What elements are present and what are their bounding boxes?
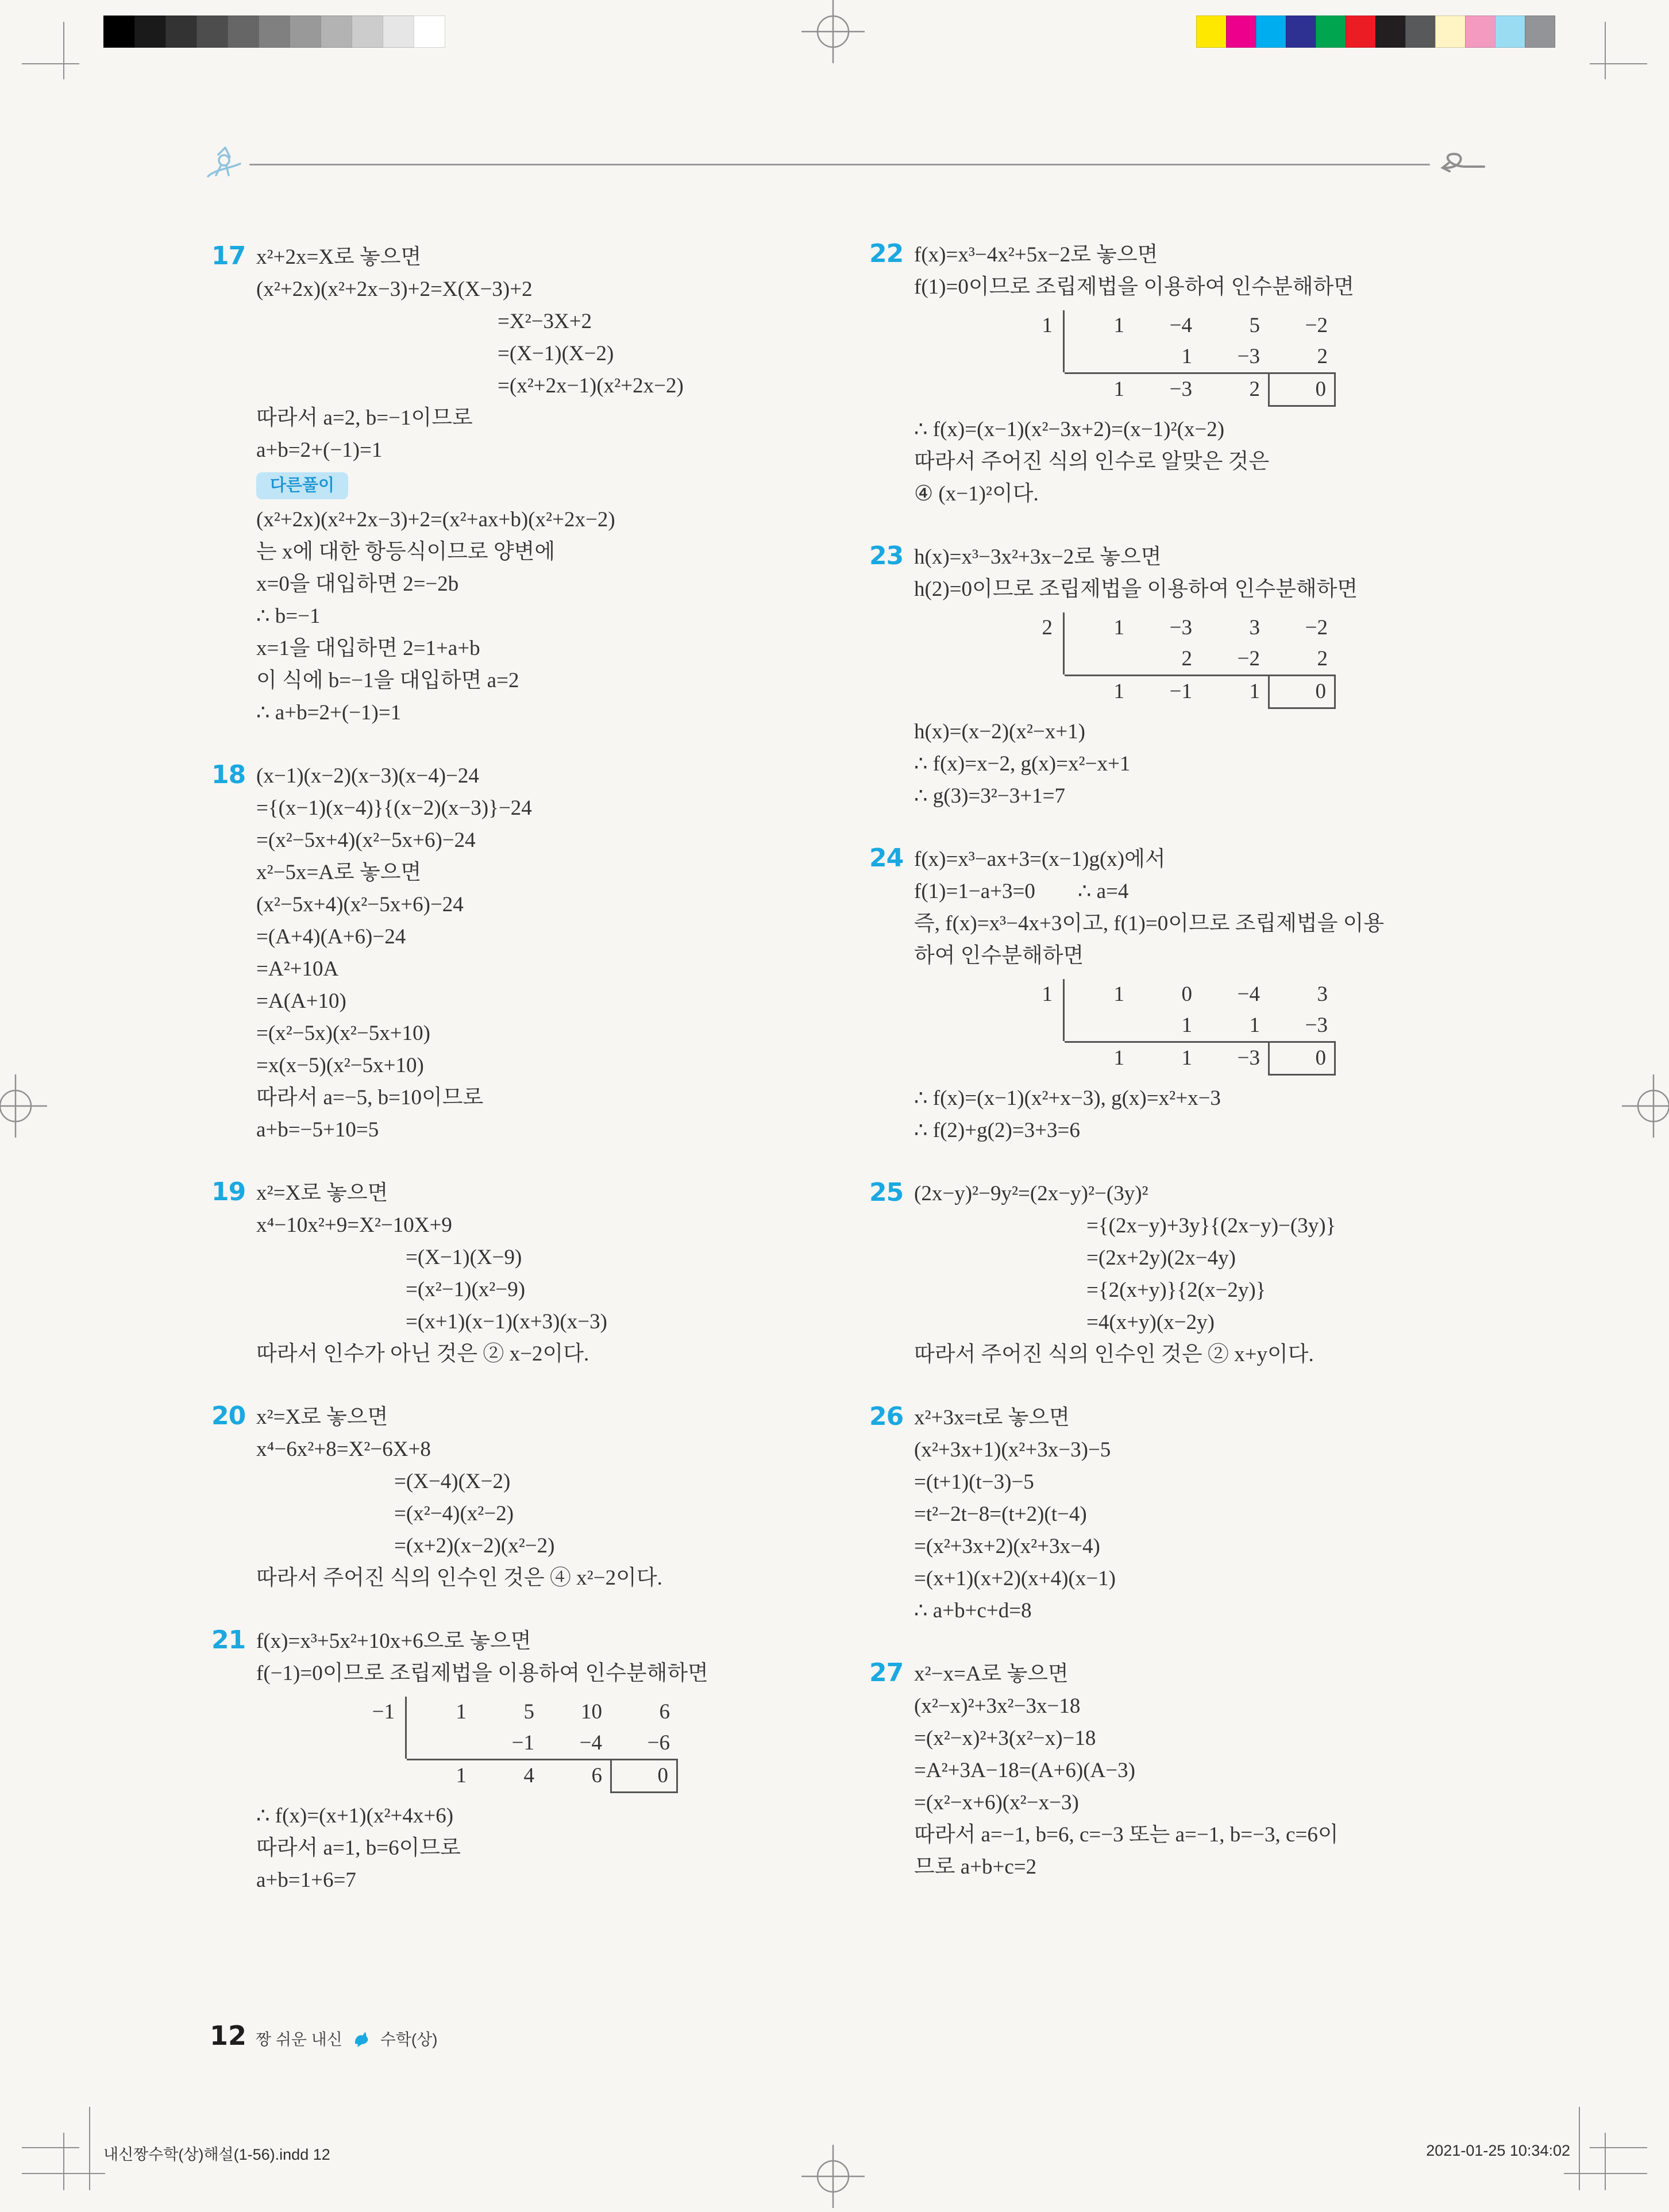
- solution-line: ∴ f(2)+g(2)=3+3=6: [914, 1119, 1080, 1142]
- header-line: [249, 164, 1430, 165]
- solution-line: x²+3x=t로 놓으면: [914, 1406, 1070, 1429]
- problem-22: [869, 239, 1645, 510]
- division-value-cell: 1: [1200, 675, 1268, 709]
- solution-line: f(−1)=0이므로 조립제법을 이용하여 인수분해하면: [256, 1662, 708, 1685]
- division-value-cell: 5: [1249, 314, 1260, 337]
- division-value-cell: 1: [1113, 314, 1124, 337]
- solution-line: 따라서 a=−5, b=10이므로: [256, 1086, 484, 1109]
- page-number: 12: [210, 2020, 247, 2051]
- division-value-cell: 10: [581, 1700, 602, 1724]
- problem-27: [869, 1658, 1645, 1883]
- grayscale-swatch: [352, 16, 383, 48]
- solution-line: x²+2x=X로 놓으면: [256, 245, 422, 269]
- solution-line: (x²+2x)(x²+2x−3)+2=(x²+ax+b)(x²+2x−2): [256, 508, 615, 531]
- left-column: [211, 241, 797, 1928]
- footer-mascot-icon: [352, 2028, 371, 2048]
- problem-18: [211, 760, 797, 1146]
- solution-line: x⁴−10x²+9=X²−10X+9: [256, 1213, 452, 1237]
- synthetic-division-row: [360, 1697, 678, 1728]
- problem-number: 25: [869, 1178, 904, 1207]
- solution-line: =A²+10A: [256, 957, 339, 981]
- solution-line: 따라서 a=1, b=6이므로: [256, 1836, 461, 1860]
- crop-mark: [63, 22, 64, 79]
- division-value-cell: −3: [1305, 1013, 1328, 1037]
- division-value-cell: −4: [1169, 314, 1192, 337]
- crop-mark: [89, 2107, 90, 2190]
- problem-number: 24: [869, 843, 904, 873]
- division-root-cell: 1: [1017, 979, 1065, 1010]
- print-footer: [103, 2142, 1570, 2164]
- solution-line: 따라서 a=2, b=−1이므로: [256, 406, 473, 430]
- division-value-cell: 3: [1317, 982, 1328, 1006]
- solution-line: =A²+3A−18=(A+6)(A−3): [914, 1759, 1135, 1782]
- solution-line: (x²−x)²+3x²−3x−18: [914, 1694, 1081, 1718]
- grayscale-swatch: [259, 16, 290, 48]
- division-root-cell: [1017, 1010, 1065, 1041]
- crop-mark: [1605, 22, 1606, 79]
- solution-line: 따라서 인수가 아닌 것은 ② x−2이다.: [256, 1342, 589, 1366]
- synthetic-division-row: [360, 1759, 678, 1793]
- division-value-cell: 6: [659, 1700, 670, 1724]
- solution-line: x=1을 대입하면 2=1+a+b: [256, 637, 480, 660]
- solution-line: h(2)=0이므로 조립제법을 이용하여 인수분해하면: [914, 577, 1358, 601]
- solution-line: x²−x=A로 놓으면: [914, 1662, 1069, 1686]
- solution-line: f(x)=x³−ax+3=(x−1)g(x)에서: [914, 847, 1166, 871]
- division-value-cell: −2: [1305, 616, 1328, 639]
- book-title-prefix: 짱 쉬운 내신: [256, 2030, 342, 2048]
- solution-line: x²=X로 놓으면: [256, 1181, 388, 1205]
- problem-solution: [914, 1658, 1645, 1883]
- crop-mark: [1590, 2147, 1647, 2148]
- division-value-cell: −3: [1132, 372, 1200, 407]
- solution-line: (x²+2x)(x²+2x−3)+2=X(X−3)+2: [256, 278, 533, 301]
- alt-solution-badge: 다른풀이: [256, 472, 348, 499]
- division-value-cell: 2: [1200, 372, 1268, 407]
- problem-17: [211, 241, 797, 729]
- division-value-cell: 0: [1181, 982, 1192, 1006]
- problem-24: [869, 843, 1645, 1147]
- color-swatch: [1256, 16, 1286, 48]
- synthetic-division-table: [1017, 979, 1336, 1076]
- solution-line: =X²−3X+2: [498, 310, 592, 333]
- solution-line: =(x+1)(x−1)(x+3)(x−3): [406, 1310, 607, 1334]
- division-value-cell: −3: [1169, 616, 1192, 639]
- division-value-cell: 1: [1065, 675, 1132, 709]
- print-filename: 내신짱수학(상)해설(1-56).indd 12: [103, 2146, 330, 2163]
- crop-mark: [1605, 2133, 1606, 2190]
- solution-line: =(A+4)(A+6)−24: [256, 925, 406, 949]
- solution-line: f(1)=1−a+3=0 ∴ a=4: [914, 880, 1129, 903]
- problem-number: 19: [211, 1177, 246, 1207]
- solution-line: h(x)=x³−3x²+3x−2로 놓으면: [914, 545, 1162, 569]
- division-root-cell: 2: [1017, 612, 1065, 643]
- problem-solution: [914, 541, 1645, 812]
- solution-line: =(X−1)(X−9): [406, 1246, 522, 1269]
- synthetic-division-row: [1017, 979, 1336, 1010]
- division-value-cell: −4: [579, 1731, 602, 1755]
- solution-line: 즉, f(x)=x³−4x+3이고, f(1)=0이므로 조립제법을 이용: [914, 912, 1385, 935]
- solution-line: =(2x+2y)(2x−4y): [1086, 1246, 1236, 1270]
- crop-mark: [22, 63, 79, 64]
- crop-mark: [22, 2147, 79, 2148]
- division-root-cell: [1017, 1041, 1065, 1076]
- synthetic-division-row: [1017, 675, 1336, 709]
- solution-line: x²−5x=A로 놓으면: [256, 861, 422, 884]
- solution-line: =(x²−x+6)(x²−x−3): [914, 1791, 1079, 1814]
- color-swatch: [1525, 16, 1555, 48]
- solution-line: (x²−5x+4)(x²−5x+6)−24: [256, 893, 464, 916]
- solution-line: =4(x+y)(x−2y): [1086, 1311, 1215, 1334]
- grayscale-swatch: [383, 16, 414, 48]
- solution-line: x⁴−6x²+8=X²−6X+8: [256, 1438, 431, 1461]
- solution-line: a+b=−5+10=5: [256, 1118, 379, 1142]
- solution-line: x²=X로 놓으면: [256, 1405, 388, 1429]
- division-value-cell: 0: [1268, 675, 1336, 709]
- solution-line: 는 x에 대한 항등식이므로 양변에: [256, 540, 556, 564]
- crop-mark: [1590, 63, 1647, 64]
- synthetic-division-row: [1017, 1010, 1336, 1041]
- grayscale-swatch: [414, 16, 445, 48]
- solution-line: =(x²+3x+2)(x²+3x−4): [914, 1535, 1100, 1558]
- page-footer: [210, 2020, 438, 2051]
- solution-line: =(t+1)(t−3)−5: [914, 1470, 1034, 1494]
- solution-line: a+b=2+(−1)=1: [256, 438, 383, 462]
- color-swatch: [1435, 16, 1466, 48]
- solution-line: =(x²−1)(x²−9): [406, 1278, 526, 1301]
- solution-line: =(X−1)(X−2): [498, 342, 614, 365]
- solution-line: =A(A+10): [256, 989, 346, 1013]
- grayscale-swatch: [290, 16, 321, 48]
- synthetic-division-table: [1017, 310, 1336, 407]
- problem-20: [211, 1401, 797, 1594]
- grayscale-swatch: [228, 16, 259, 48]
- solution-line: ④ (x−1)²이다.: [914, 482, 1039, 506]
- division-value-cell: 1: [1181, 1013, 1192, 1037]
- solution-line: (2x−y)²−9y²=(2x−y)²−(3y)²: [914, 1182, 1148, 1205]
- solution-line: =(x²+2x−1)(x²+2x−2): [498, 374, 684, 398]
- problem-solution: [256, 760, 797, 1146]
- synthetic-division-row: [360, 1728, 678, 1759]
- solution-line: ∴ a+b+c+d=8: [914, 1599, 1032, 1623]
- division-value-cell: −3: [1237, 345, 1260, 368]
- solution-line: 하여 인수분해하면: [914, 944, 1084, 968]
- color-swatch: [1405, 16, 1436, 48]
- division-root-cell: [1017, 341, 1065, 372]
- division-value-cell: [1065, 643, 1132, 675]
- solution-line: =(x²−5x)(x²−5x+10): [256, 1022, 430, 1045]
- division-value-cell: 1: [456, 1700, 467, 1724]
- solution-line: f(x)=x³+5x²+10x+6으로 놓으면: [256, 1629, 531, 1653]
- arrow-scribble-icon: [1432, 149, 1485, 179]
- color-swatch: [1316, 16, 1346, 48]
- problem-number: 17: [211, 241, 246, 271]
- solution-line: 따라서 주어진 식의 인수로 알맞은 것은: [914, 450, 1270, 473]
- color-swatch: [1495, 16, 1525, 48]
- book-title-suffix: 수학(상): [380, 2030, 438, 2048]
- problem-19: [211, 1177, 797, 1370]
- division-value-cell: 1: [1113, 982, 1124, 1006]
- problem-26: [869, 1402, 1645, 1627]
- solution-line: 므로 a+b+c=2: [914, 1855, 1037, 1879]
- synthetic-division-table: [360, 1697, 678, 1793]
- synthetic-division-row: [1017, 341, 1336, 372]
- header-rule: [201, 147, 1485, 182]
- color-calibration-bar: [1196, 16, 1555, 48]
- color-swatch: [1346, 16, 1376, 48]
- registration-mark: [801, 0, 865, 63]
- color-swatch: [1286, 16, 1316, 48]
- crop-mark: [63, 2133, 64, 2190]
- division-value-cell: 1: [407, 1759, 475, 1793]
- solution-line: 이 식에 b=−1을 대입하면 a=2: [256, 669, 519, 692]
- solution-line: ∴ b=−1: [256, 604, 321, 628]
- division-value-cell: −2: [1305, 314, 1328, 337]
- synthetic-division-row: [1017, 1041, 1336, 1076]
- mascot-icon: [201, 147, 246, 182]
- solution-line: 따라서 주어진 식의 인수인 것은 ④ x²−2이다.: [256, 1566, 662, 1590]
- problem-solution: [256, 241, 797, 729]
- registration-mark: [0, 1074, 47, 1138]
- division-value-cell: −3: [1200, 1041, 1268, 1076]
- grayscale-swatch: [196, 16, 228, 48]
- solution-line: ={2(x+y)}{2(x−2y)}: [1086, 1278, 1266, 1302]
- solution-line: ∴ f(x)=(x+1)(x²+4x+6): [256, 1804, 454, 1828]
- division-value-cell: 1: [1065, 1041, 1132, 1076]
- solution-line: =(X−4)(X−2): [394, 1470, 511, 1493]
- grayscale-swatch: [103, 16, 135, 48]
- solution-line: ∴ f(x)=x−2, g(x)=x²−x+1: [914, 752, 1131, 776]
- solution-line: ∴ f(x)=(x−1)(x²−3x+2)=(x−1)²(x−2): [914, 418, 1225, 441]
- color-swatch: [1226, 16, 1256, 48]
- solution-line: h(x)=(x−2)(x²−x+1): [914, 720, 1085, 743]
- solution-line: ∴ g(3)=3²−3+1=7: [914, 784, 1065, 808]
- synthetic-division-row: [1017, 310, 1336, 341]
- division-root-cell: [360, 1728, 407, 1759]
- solution-line: ∴ a+b=2+(−1)=1: [256, 701, 402, 725]
- solution-line: (x−1)(x−2)(x−3)(x−4)−24: [256, 764, 479, 788]
- crop-mark: [1579, 2107, 1580, 2190]
- solution-line: ={(x−1)(x−4)}{(x−2)(x−3)}−24: [256, 796, 532, 820]
- problem-solution: [914, 1402, 1645, 1627]
- solution-line: 따라서 주어진 식의 인수인 것은 ② x+y이다.: [914, 1343, 1314, 1366]
- solution-line: f(1)=0이므로 조립제법을 이용하여 인수분해하면: [914, 275, 1354, 299]
- solution-line: =t²−2t−8=(t+2)(t−4): [914, 1502, 1087, 1526]
- division-value-cell: −1: [511, 1731, 534, 1755]
- division-value-cell: 6: [542, 1759, 610, 1793]
- solution-line: a+b=1+6=7: [256, 1868, 356, 1892]
- solution-line: =(x+2)(x−2)(x²−2): [394, 1534, 555, 1558]
- division-value-cell: −1: [1132, 675, 1200, 709]
- division-value-cell: [1065, 1010, 1132, 1041]
- division-value-cell: 2: [1181, 647, 1192, 670]
- print-datetime: 2021-01-25 10:34:02: [1426, 2142, 1570, 2159]
- synthetic-division-row: [1017, 643, 1336, 675]
- division-value-cell: −2: [1237, 647, 1260, 670]
- solution-line: f(x)=x³−4x²+5x−2로 놓으면: [914, 243, 1158, 267]
- solution-line: x=0을 대입하면 2=−2b: [256, 572, 459, 596]
- solution-line: =x(x−5)(x²−5x+10): [256, 1054, 424, 1077]
- division-value-cell: −4: [1237, 982, 1260, 1006]
- division-value-cell: 1: [1181, 345, 1192, 368]
- division-value-cell: 3: [1249, 616, 1260, 639]
- division-value-cell: [1065, 341, 1132, 372]
- synthetic-division-table: [1017, 612, 1336, 709]
- problem-solution: [914, 843, 1645, 1147]
- problem-number: 18: [211, 760, 246, 789]
- problem-solution: [256, 1401, 797, 1594]
- solution-line: =(x²−5x+4)(x²−5x+6)−24: [256, 828, 476, 852]
- right-column: [869, 239, 1645, 1914]
- solution-line: =(x²−4)(x²−2): [394, 1502, 514, 1525]
- division-value-cell: 1: [1113, 616, 1124, 639]
- division-value-cell: 0: [1268, 372, 1336, 407]
- division-value-cell: 0: [1268, 1041, 1336, 1076]
- division-root-cell: [1017, 675, 1065, 709]
- color-swatch: [1196, 16, 1227, 48]
- synthetic-division-row: [1017, 612, 1336, 643]
- division-root-cell: 1: [1017, 310, 1065, 341]
- problem-number: 20: [211, 1401, 246, 1431]
- solution-line: ∴ f(x)=(x−1)(x²+x−3), g(x)=x²+x−3: [914, 1086, 1221, 1110]
- solution-line: =(x+1)(x+2)(x+4)(x−1): [914, 1567, 1116, 1590]
- problem-number: 23: [869, 541, 904, 571]
- color-swatch: [1375, 16, 1406, 48]
- grayscale-calibration-bar: [103, 16, 445, 48]
- problem-number: 27: [869, 1658, 904, 1687]
- crop-mark: [22, 2173, 105, 2174]
- synthetic-division-row: [1017, 372, 1336, 407]
- division-value-cell: [407, 1728, 475, 1759]
- division-value-cell: 1: [1249, 1013, 1260, 1037]
- color-swatch: [1465, 16, 1495, 48]
- division-value-cell: 0: [610, 1759, 678, 1793]
- grayscale-swatch: [165, 16, 197, 48]
- division-value-cell: 2: [1317, 647, 1328, 670]
- division-root-cell: [360, 1759, 407, 1793]
- division-value-cell: 1: [1065, 372, 1132, 407]
- division-root-cell: [1017, 372, 1065, 407]
- problem-solution: [914, 1178, 1645, 1371]
- grayscale-swatch: [134, 16, 166, 48]
- division-value-cell: −6: [647, 1731, 670, 1755]
- division-value-cell: 4: [475, 1759, 542, 1793]
- division-root-cell: −1: [360, 1697, 407, 1728]
- crop-mark: [1564, 2173, 1647, 2174]
- problem-solution: [914, 239, 1645, 510]
- problem-number: 22: [869, 239, 904, 268]
- problem-number: 21: [211, 1625, 246, 1655]
- solution-line: (x²+3x+1)(x²+3x−3)−5: [914, 1438, 1111, 1462]
- problem-21: [211, 1625, 797, 1897]
- problem-solution: [256, 1625, 797, 1897]
- division-value-cell: 1: [1132, 1041, 1200, 1076]
- problem-23: [869, 541, 1645, 812]
- solution-line: ={(2x−y)+3y}{(2x−y)−(3y)}: [1086, 1214, 1336, 1238]
- solution-line: =(x²−x)²+3(x²−x)−18: [914, 1727, 1096, 1750]
- division-value-cell: 5: [523, 1700, 534, 1724]
- division-value-cell: 2: [1317, 345, 1328, 368]
- grayscale-swatch: [321, 16, 352, 48]
- problem-25: [869, 1178, 1645, 1371]
- problem-solution: [256, 1177, 797, 1370]
- solution-line: 따라서 a=−1, b=6, c=−3 또는 a=−1, b=−3, c=6이: [914, 1823, 1339, 1847]
- problem-number: 26: [869, 1402, 904, 1431]
- division-root-cell: [1017, 643, 1065, 675]
